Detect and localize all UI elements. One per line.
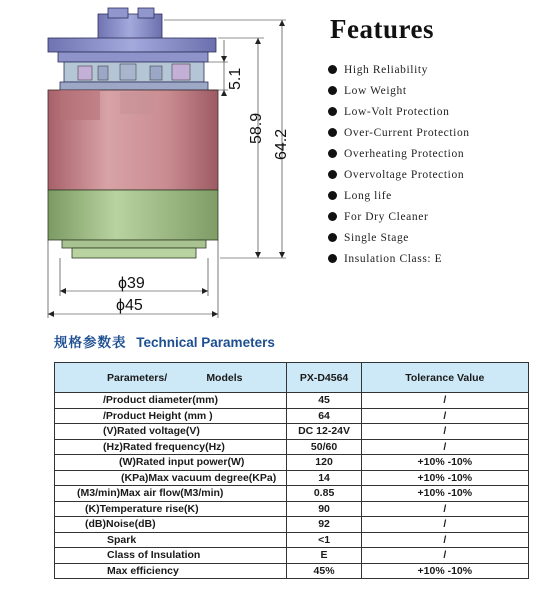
- dim-label-phi39: ϕ39: [118, 275, 145, 292]
- table-row: [55, 439, 529, 455]
- row-tolerance: /: [361, 532, 528, 548]
- row-tolerance: /: [361, 439, 528, 455]
- bullet-icon: [328, 86, 337, 95]
- feature-item: [328, 248, 543, 269]
- row-tolerance: /: [361, 393, 528, 409]
- row-tolerance: /: [361, 408, 528, 424]
- row-parameter: Spark: [55, 532, 287, 548]
- row-parameter: (dB)Noise(dB): [55, 517, 287, 533]
- feature-label: For Dry Cleaner: [344, 210, 429, 223]
- table-body: [55, 393, 529, 579]
- row-value: 0.85: [287, 486, 361, 502]
- row-tolerance: /: [361, 501, 528, 517]
- row-tolerance: +10% -10%: [361, 563, 528, 579]
- dim-label-5-1: 5.1: [227, 67, 244, 90]
- feature-item: [328, 185, 543, 206]
- row-value: 92: [287, 517, 361, 533]
- feature-item: [328, 227, 543, 248]
- feature-item: [328, 101, 543, 122]
- motor-technical-drawing: [0, 0, 300, 325]
- header-model: PX-D4564: [287, 363, 361, 393]
- table-row: [55, 408, 529, 424]
- bullet-icon: [328, 254, 337, 263]
- feature-item: [328, 143, 543, 164]
- feature-item: [328, 206, 543, 227]
- dim-label-64-2: 64.2: [273, 128, 290, 160]
- bullet-icon: [328, 128, 337, 137]
- feature-label: High Reliability: [344, 63, 429, 76]
- row-parameter: Class of Insulation: [55, 548, 287, 564]
- table-row: [55, 455, 529, 471]
- technical-parameters-heading: [54, 331, 275, 351]
- feature-item: [328, 122, 543, 143]
- feature-label: Low Weight: [344, 84, 407, 97]
- motor-stator-body: [48, 90, 218, 190]
- feature-label: Overvoltage Protection: [344, 168, 465, 181]
- feature-label: Insulation Class: E: [344, 252, 443, 265]
- feature-item: [328, 80, 543, 101]
- bullet-icon: [328, 170, 337, 179]
- bullet-icon: [328, 212, 337, 221]
- row-parameter: (KPa)Max vacuum degree(KPa): [55, 470, 287, 486]
- bullet-icon: [328, 233, 337, 242]
- table-row: [55, 563, 529, 579]
- heading-english: Technical Parameters: [136, 335, 275, 350]
- table-row: [55, 424, 529, 440]
- row-value: E: [287, 548, 361, 564]
- row-value: 50/60: [287, 439, 361, 455]
- row-tolerance: +10% -10%: [361, 455, 528, 471]
- table-row: [55, 470, 529, 486]
- header-parameters: Parameters/: [107, 371, 168, 384]
- feature-label: Low-Volt Protection: [344, 105, 450, 118]
- heading-chinese: 规格参数表: [54, 335, 127, 350]
- row-value: 45: [287, 393, 361, 409]
- table-row: [55, 548, 529, 564]
- row-tolerance: /: [361, 517, 528, 533]
- row-parameter: (M3/min)Max air flow(M3/min): [55, 486, 287, 502]
- row-value: 14: [287, 470, 361, 486]
- table-row: [55, 517, 529, 533]
- row-parameter: /Product diameter(mm): [55, 393, 287, 409]
- row-tolerance: +10% -10%: [361, 470, 528, 486]
- features-panel: [328, 14, 543, 269]
- feature-label: Overheating Protection: [344, 147, 465, 160]
- dim-label-58-9: 58.9: [248, 112, 265, 144]
- feature-label: Over-Current Protection: [344, 126, 470, 139]
- header-tolerance: Tolerance Value: [361, 363, 528, 393]
- row-tolerance: /: [361, 548, 528, 564]
- motor-base: [48, 190, 218, 258]
- features-list: [328, 59, 543, 269]
- row-tolerance: /: [361, 424, 528, 440]
- dim-label-phi45: ϕ45: [116, 297, 143, 314]
- row-parameter: Max efficiency: [55, 563, 287, 579]
- table-row: [55, 486, 529, 502]
- feature-label: Single Stage: [344, 231, 410, 244]
- bullet-icon: [328, 191, 337, 200]
- row-value: 45%: [287, 563, 361, 579]
- header-models: Models: [206, 371, 243, 384]
- row-value: 120: [287, 455, 361, 471]
- feature-item: [328, 164, 543, 185]
- technical-parameters-table: [54, 362, 529, 579]
- row-value: 90: [287, 501, 361, 517]
- feature-label: Long life: [344, 189, 392, 202]
- row-value: 64: [287, 408, 361, 424]
- row-parameter: (V)Rated voltage(V): [55, 424, 287, 440]
- feature-item: [328, 59, 543, 80]
- row-parameter: (Hz)Rated frequency(Hz): [55, 439, 287, 455]
- bullet-icon: [328, 149, 337, 158]
- bullet-icon: [328, 107, 337, 116]
- header-parameters-models: [55, 363, 287, 393]
- table-row: [55, 501, 529, 517]
- row-value: DC 12-24V: [287, 424, 361, 440]
- table-row: [55, 532, 529, 548]
- row-parameter: (W)Rated input power(W): [55, 455, 287, 471]
- row-parameter: /Product Height (mm ): [55, 408, 287, 424]
- bullet-icon: [328, 65, 337, 74]
- row-tolerance: +10% -10%: [361, 486, 528, 502]
- table-header-row: [55, 363, 529, 393]
- row-parameter: (K)Temperature rise(K): [55, 501, 287, 517]
- row-value: <1: [287, 532, 361, 548]
- features-title: Features: [330, 14, 434, 44]
- table-row: [55, 393, 529, 409]
